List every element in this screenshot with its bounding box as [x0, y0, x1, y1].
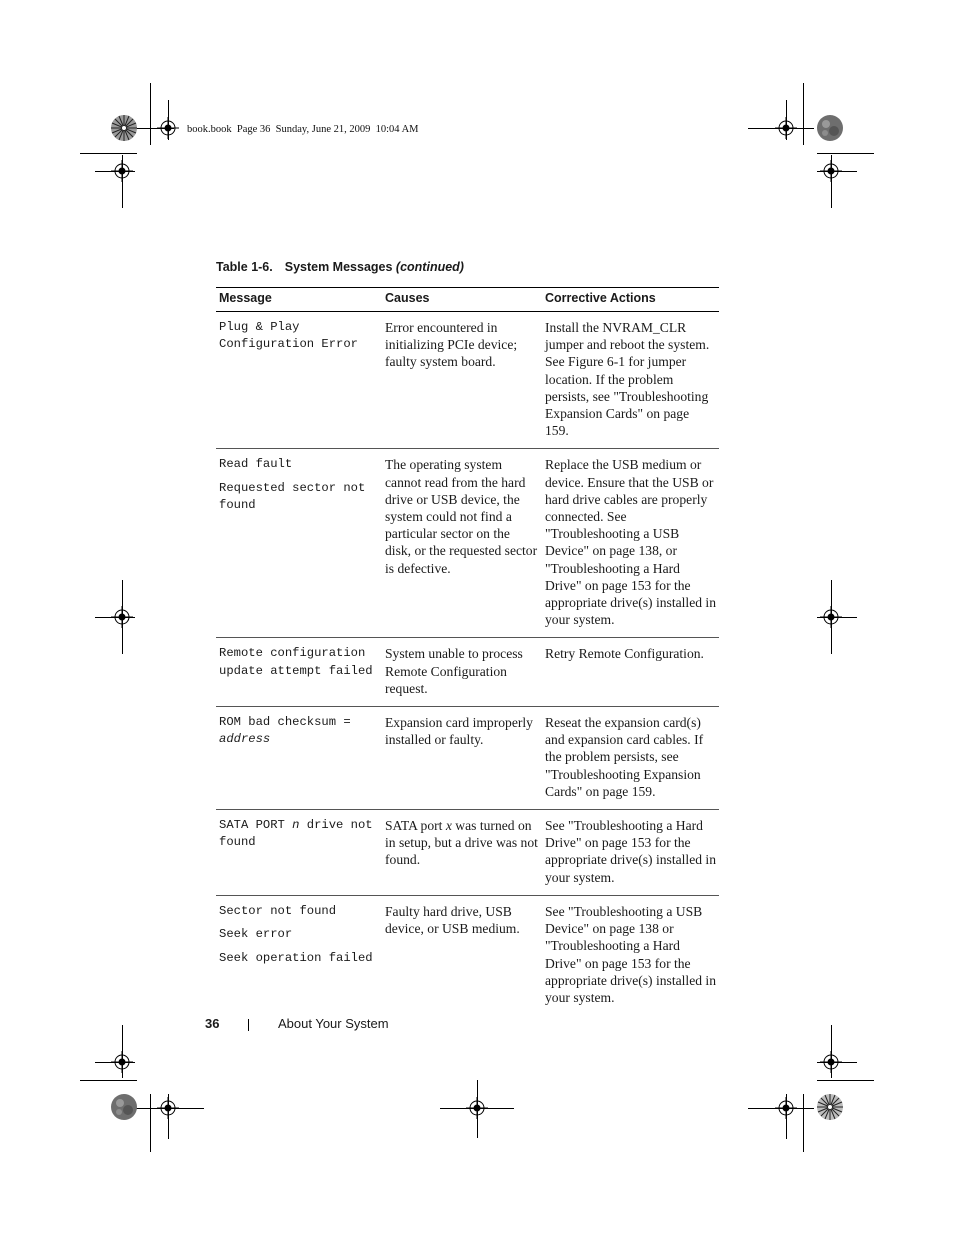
message-suffix: drive not found: [219, 818, 380, 850]
causes-variable: x: [445, 818, 452, 834]
message-cell: [216, 810, 382, 896]
print-stamp-page: Page 36: [236, 124, 271, 135]
causes-suffix: was turned on in setup, but a drive was not found.: [385, 818, 538, 868]
table-row: [216, 638, 719, 707]
causes-cell: System unable to process Remote Configuration request.: [382, 638, 542, 707]
message-text: Plug & Play Configuration Error: [219, 320, 358, 352]
message-variable: address: [219, 732, 271, 747]
message-text: Sector not found: [219, 903, 337, 918]
header-message: Message: [216, 288, 382, 312]
table-number: Table 1-6.: [216, 260, 273, 274]
message-cell: [216, 312, 382, 449]
print-stamp-date: Sunday, June 21, 2009: [275, 124, 371, 135]
message-cell: [216, 895, 382, 1015]
table-header-row: [216, 288, 719, 312]
message-text: Requested sector not found: [219, 480, 373, 513]
causes-cell: Expansion card improperly installed or faulty.: [382, 707, 542, 810]
message-prefix: SATA PORT: [219, 818, 293, 833]
message-text: Seek error: [219, 927, 293, 942]
table-row: [216, 449, 719, 638]
color-wheel-icon: [816, 1093, 844, 1121]
table-row: [216, 312, 719, 449]
causes-cell: Faulty hard drive, USB device, or USB medium.: [385, 903, 520, 937]
actions-cell: Install the NVRAM_CLR jumper and reboot the system. See Figure 6-1 for jumper location. If the problem persists, see "Troubleshooting Expansion Cards" on page 159.: [542, 312, 719, 449]
message-text: [219, 714, 379, 749]
page-number: 36: [205, 1016, 220, 1031]
table-row: [216, 895, 719, 1015]
table-row: [216, 707, 719, 810]
color-wheel-icon: [110, 1093, 138, 1121]
causes-cell: The operating system cannot read from the hard drive or USB device, the system could not find a particular sector on the disk, or the requested sector is defective.: [382, 449, 542, 638]
message-text: [219, 817, 379, 852]
message-text: Remote configuration update attempt failed: [219, 646, 373, 678]
color-wheel-icon: [110, 114, 138, 142]
system-messages-table: [216, 287, 719, 1015]
message-text: Seek operation failed: [219, 950, 373, 965]
header-causes: Causes: [382, 288, 542, 312]
print-stamp-file: book.book: [187, 124, 232, 135]
actions-cell: Replace the USB medium or device. Ensure that the USB or hard drive cables are properly connected. See "Troubleshooting a USB Device" on page 138, or "Troubleshooting a Hard Drive" on page 153 for the appropriate drive(s) installed in your system.: [542, 449, 719, 638]
message-text: Read fault: [219, 457, 293, 472]
message-variable: n: [292, 818, 300, 833]
color-wheel-icon: [816, 114, 844, 142]
actions-cell: Retry Remote Configuration.: [542, 638, 719, 707]
section-title: About Your System: [278, 1016, 389, 1031]
print-stamp-time: 10:04 AM: [375, 124, 419, 135]
causes-prefix: SATA port: [385, 818, 446, 834]
message-cell: [216, 707, 382, 810]
causes-cell: Error encountered in initializing PCIe device; faulty system board.: [382, 312, 542, 449]
footer-divider: [248, 1019, 249, 1031]
message-cell: [216, 449, 382, 638]
header-corrective-actions: Corrective Actions: [542, 288, 719, 312]
print-stamp: [187, 124, 419, 135]
actions-cell: See "Troubleshooting a Hard Drive" on page 153 for the appropriate drive(s) installed in your system.: [542, 810, 719, 896]
table-row: [216, 810, 719, 896]
table-continued: (continued): [395, 260, 464, 274]
table-title: System Messages: [284, 260, 393, 274]
table-caption: [216, 260, 464, 274]
causes-cell: [382, 810, 542, 896]
actions-cell: Reseat the expansion card(s) and expansion card cables. If the problem persists, see "Troubleshooting Expansion Cards" on page 159.: [542, 707, 719, 810]
message-cell: [216, 638, 382, 707]
actions-cell: See "Troubleshooting a USB Device" on page 138 or "Troubleshooting a Hard Drive" on page 153 for the appropriate drive(s) installed in your system.: [545, 903, 716, 1005]
message-prefix: ROM bad checksum =: [219, 715, 358, 730]
